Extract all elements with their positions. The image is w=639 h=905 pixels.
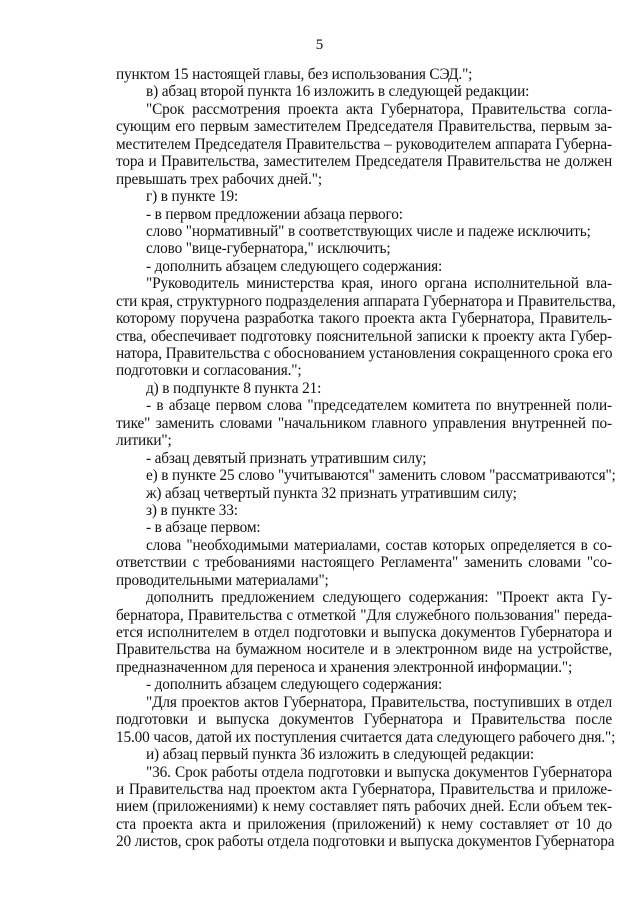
text-line: "Для проектов актов Губернатора, Правительства, поступивших в отдел — [146, 693, 612, 711]
text-line: ответствии с требованиями настоящего Регламента" заменить словами "со- — [116, 554, 612, 572]
text-line: пунктом 15 настоящей главы, без использования СЭД."; — [116, 66, 473, 83]
text-line: превышать трех рабочих дней."; — [116, 170, 322, 188]
text-line: ства, обеспечивает подготовку пояснительной записки к проекту акта Губер- — [116, 327, 612, 345]
text-line: и) абзац первый пункта 36 изложить в следующей редакции: — [146, 746, 535, 764]
text-line: е) в пункте 25 слово "учитываются" заменить словом "рассматриваются"; — [146, 467, 616, 485]
text-line: "36. Срок работы отдела подготовки и выпуска документов Губернатора — [146, 763, 612, 781]
text-line: ется исполнителем в отдел подготовки и выпуска документов Губернатора и — [116, 624, 612, 641]
text-line: сующим его первым заместителем Председателя Правительства, первым за- — [116, 118, 612, 136]
text-line: ста проекта акта и приложения (приложений) к нему составляет от 10 до — [116, 815, 612, 833]
text-line: з) в пункте 33: — [146, 501, 238, 519]
page-number: 5 — [315, 37, 324, 53]
text-line: литики"; — [116, 432, 172, 450]
text-line: "Руководитель министерства края, иного органа исполнительной вла- — [146, 275, 612, 293]
text-line: дополнить предложением следующего содержания: "Проект акта Гу- — [146, 589, 612, 607]
text-line: проводительными материалами"; — [116, 571, 329, 589]
text-line: ж) абзац четвертый пункта 32 признать утратившим силу; — [146, 484, 517, 502]
text-line: местителем Председателя Правительства – руководителем аппарата Губерна- — [116, 135, 612, 153]
text-line: подготовки и выпуска документов Губернатора и Правительства после — [116, 711, 612, 729]
text-line: в) абзац второй пункта 16 изложить в следующей редакции: — [146, 83, 530, 101]
text-line: д) в подпункте 8 пункта 21: — [146, 379, 322, 397]
text-line: - в абзаце первом слова "председателем комитета по внутренней поли- — [146, 397, 612, 415]
text-line: "Срок рассмотрения проекта акта Губернатора, Правительства согла- — [146, 100, 612, 118]
text-line: и Правительства над проектом акта Губернатора, Правительства и приложе- — [116, 780, 612, 798]
text-line: г) в пункте 19: — [146, 188, 239, 206]
text-line: сти края, структурного подразделения аппарата Губернатора и Правительства, — [116, 292, 616, 310]
text-line: - дополнить абзацем следующего содержания: — [146, 257, 443, 275]
text-line: нием (приложениями) к нему составляет пять рабочих дней. Если объем тек- — [116, 798, 612, 816]
text-line: тике" заменить словами "начальником главного управления внутренней по- — [116, 414, 612, 432]
text-line: предназначенном для переноса и хранения электронной информации."; — [116, 658, 573, 676]
text-line: 15.00 часов, датой их поступления считается дата следующего рабочего дня."; — [116, 728, 616, 746]
document-body — [116, 66, 616, 851]
text-line: - дополнить абзацем следующего содержания: — [146, 676, 443, 694]
text-line: бернатора, Правительства с отметкой "Для служебного пользования" переда- — [116, 606, 612, 624]
text-line: слова "необходимыми материалами, состав которых определяется в со- — [146, 536, 612, 554]
text-line: тора и Правительства, заместителем Председателя Правительства не должен — [116, 153, 612, 171]
text-line: Правительства на бумажном носителе и в электронном виде на устройстве, — [116, 641, 612, 659]
text-line: натора, Правительства с обоснованием установления сокращенного срока его — [116, 345, 613, 362]
text-line: слово "вице-губернатора," исключить; — [146, 240, 391, 258]
text-line: - абзац девятый признать утратившим силу; — [146, 449, 427, 467]
text-line: подготовки и согласования."; — [116, 362, 302, 380]
text-line: 20 листов, срок работы отдела подготовки и выпуска документов Губернатора — [116, 833, 615, 851]
text-line: слово "нормативный" в соответствующих числе и падеже исключить; — [146, 222, 591, 240]
text-line: - в первом предложении абзаца первого: — [146, 205, 403, 223]
text-line: которому поручена разработка такого проекта акта Губернатора, Правитель- — [116, 310, 612, 328]
text-line: - в абзаце первом: — [146, 519, 261, 537]
